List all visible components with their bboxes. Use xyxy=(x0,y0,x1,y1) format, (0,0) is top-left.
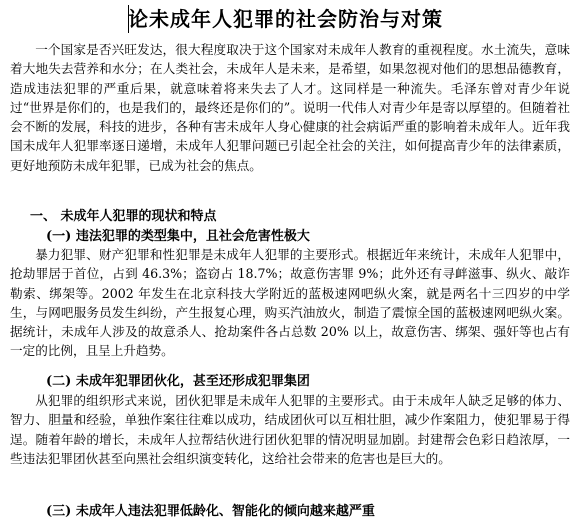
section-heading-1: 一、 未成年人犯罪的现状和特点 xyxy=(30,209,217,224)
subsection-paragraph-2: 从犯罪的组织形式来说，团伙犯罪是未成年人犯罪的主要形式。由于未成年人缺乏足够的体力、智力、胆量和经验，单独作案往往难以成功，结成团伙可以互相壮胆，减少作案阻力，使犯罪易于得逞。随着年龄的增长，未成年人拉帮结伙进行团伙犯罪的情况明显加剧。封建帮会色彩日趋浓厚，一些违法犯罪团伙甚至向黑社会组织演变转化，这给社会带来的危害也是巨大的。 xyxy=(10,393,570,466)
subsection-heading-2: (二) 未成年犯罪团伙化，甚至还形成犯罪集团 xyxy=(46,374,310,389)
intro-paragraph: 一个国家是否兴旺发达，很大程度取决于这个国家对未成年人教育的重视程度。水土流失，意味着大地失去营养和水分；在人类社会，未成年人是未来，是希望，如果忽视对他们的思想品德教育，造成违法犯罪的严重后果，就意味着将来失去了人才。这同样是一种流失。毛泽东曾对青少年说过“世界是你们的，也是我们的，最终还是你们的”。说明一代伟人对青少年是寄以厚望的。但随着社会不断的发展，科技的进步，各种有害未成年人身心健康的社会病诟严重的影响着未成年人。近年我国未成年人犯罪率逐日递增，未成年人犯罪问题已引起全社会的关注，如何提高青少年的法律素质，更好地预防未成年犯罪，已成为社会的焦点。 xyxy=(10,42,570,173)
subsection-heading-3: (三) 未成年人违法犯罪低龄化、智能化的倾向越来越严重 xyxy=(46,504,375,519)
subsection-heading-1: (一) 违法犯罪的类型集中，且社会危害性极大 xyxy=(46,229,310,244)
subsection-paragraph-1: 暴力犯罪、财产犯罪和性犯罪是未成年人犯罪的主要形式。根据近年来统计，未成年人犯罪中，抢劫罪居于首位，占到 46.3%；盗窃占 18.7%；故意伤害罪 9%；此外还有寻衅滋事、纵火、敲诈勒索、绑架等。2002 年发生在北京科技大学附近的蓝极速网吧纵火案，就是两名十三四岁的中学生，与网吧服务员发生纠纷，产生报复心理，购买汽油放火，制造了震惊全国的蓝极速网吧纵火案。据统计，未成年人涉及的故意杀人、抢劫案件各占总数 20% 以上，故意伤害、绑架、强奸等也占有一定的比例，且呈上升趋势。 xyxy=(10,247,570,359)
document-title: 论未成年人犯罪的社会防治与对策 xyxy=(128,7,443,31)
